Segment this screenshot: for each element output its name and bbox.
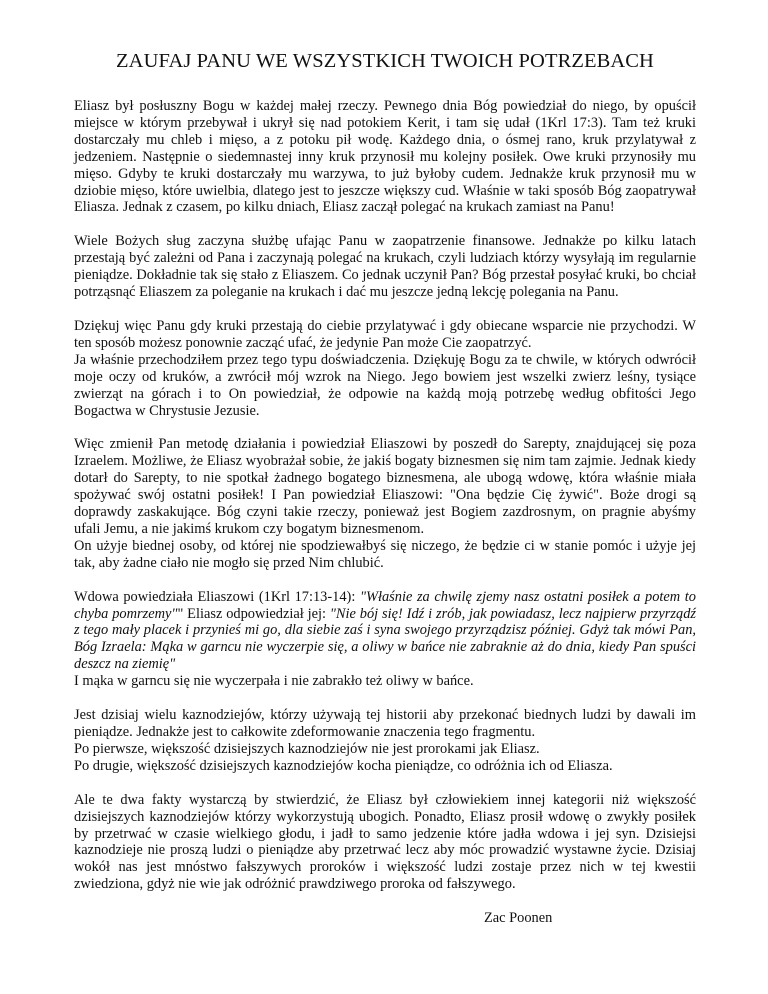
paragraph-5 <box>74 589 696 690</box>
paragraph-1-text: Eliasz był posłuszny Bogu w każdej małej rzeczy. Pewnego dnia Bóg powiedział do niego, by opuścił miejsce w którym przebywał i ukrył się nad potokiem Kerit, i tam się udał (1Krl 17:3). Tam też kruki dostarczały mu chleb i mięso, a z potoku pił wodę. Każdego dnia, o ósmej rano, kruk przylatywał z jedzeniem. Następnie o siedemnastej inny kruk przynosił mu kolejny posiłek. Owe kruki przynosiły mu mięso. Gdyby te kruki dostarczały mu warzywa, to już byłoby cudem. Jednakże kruk przynosił mu w dziobie mięso, które uwielbia, dlatego jest to jeszcze większy cud. Właśnie w taki sposób Bóg zaopatrywał Eliasza. Jednak z czasem, po kilku dniach, Eliasz zaczął polegać na krukach zamiast na Panu! <box>74 98 696 216</box>
paragraph-6-line-1: Jest dzisiaj wielu kaznodziejów, którzy używają tej historii aby przekonać biednych ludzi by dawali im pieniądze. Jednakże jest to całkowite zdeformowanie znaczenia tego fragmentu. <box>74 707 696 740</box>
paragraph-6-line-3: Po drugie, większość dzisiejszych kaznodziejów kocha pieniądze, co odróżnia ich od Eliasza. <box>74 757 613 774</box>
paragraph-6-line-2: Po pierwsze, większość dzisiejszych kaznodziejów nie jest prorokami jak Eliasz. <box>74 740 540 757</box>
paragraph-2 <box>74 233 696 301</box>
elijah-quote: "Nie bój się! Idź i zrób, jak powiadasz, lecz najpierw przyrządź z tego mały placek i przynieś mi go, dla siebie zaś i syna swojego przyrządzisz później. Gdyż tak mówi Pan, Bóg Izraela: Mąka w garncu nie wyczerpie się, a oliwy w bańce nie zabraknie aż do dnia, kiedy Pan spuści deszcz na ziemię" <box>74 605 696 673</box>
elijah-intro: " Eliasz odpowiedział jej: <box>177 605 330 622</box>
paragraph-4 <box>74 436 696 571</box>
paragraph-5-line-1 <box>74 589 696 674</box>
paragraph-1 <box>74 98 696 216</box>
paragraph-3 <box>74 318 696 419</box>
document-title: ZAUFAJ PANU WE WSZYSTKICH TWOICH POTRZEBACH <box>116 50 654 72</box>
paragraph-7 <box>74 792 696 893</box>
paragraph-3-line-2: Ja właśnie przechodziłem przez tego typu doświadczenia. Dziękuję Bogu za te chwile, w których odwrócił moje oczy od kruków, a zwrócił mój wzrok na Niego. Jego bowiem jest wszelki zwierz leśny, tysiące zwierząt na górach i to On powiedział, że odpowie na każdą moją potrzebę według obfitości Jego Bogactwa w Chrystusie Jezusie. <box>74 351 696 419</box>
paragraph-3-line-1: Dziękuj więc Panu gdy kruki przestają do ciebie przylatywać i gdy obiecane wsparcie nie przychodzi. W ten sposób możesz ponownie zacząć ufać, że jedynie Pan może Cie zaopatrzyć. <box>74 317 696 351</box>
widow-intro: Wdowa powiedziała Eliaszowi (1Krl 17:13-14): <box>74 588 360 605</box>
paragraph-5-line-2: I mąka w garncu się nie wyczerpała i nie zabrakło też oliwy w bańce. <box>74 673 474 690</box>
author-signature: Zac Poonen <box>484 910 553 927</box>
paragraph-7-text: Ale te dwa fakty wystarczą by stwierdzić, że Eliasz był człowiekiem innej kategorii niż większość dzisiejszych kaznodziejów którzy wykorzystują ubogich. Ponadto, Eliasz prosił wdowę o zwykły posiłek by przetrwać w czasie wielkiego głodu, i jadł to samo jedzenie które jadła wdowa i jej syn. Dzisiejsi kaznodzieje nie proszą ludzi o pieniądze aby przetrwać lecz aby móc prowadzić wystawne życie. Dzisiaj wokół nas jest mnóstwo fałszywych proroków i większość ludzi zostaje przez nich w tej kwestii zwiedziona, gdyż nie wie jak odróżnić prawdziwego proroka od fałszywego. <box>74 791 696 893</box>
widow-quote: "Właśnie za chwilę zjemy nasz ostatni posiłek a potem to chyba pomrzemy" <box>74 588 696 622</box>
paragraph-2-text: Wiele Bożych sług zaczyna służbę ufając Panu w zaopatrzenie finansowe. Jednakże po kilku latach przestają być zależni od Pana i zaczynają polegać na krukach, czyli ludziach którzy wysyłają im regularnie pieniądze. Dokładnie tak się stało z Eliaszem. Co jednak uczynił Pan? Bóg przestał posyłać kruki, bo chciał potrząsnąć Eliaszem za poleganie na krukach i dać mu jeszcze jedną lekcję polegania na Panu. <box>74 233 696 301</box>
paragraph-4-line-1: Więc zmienił Pan metodę działania i powiedział Eliaszowi by poszedł do Sarepty, znajdującej się poza Izraelem. Możliwe, że Eliasz wyobrażał sobie, że jakiś bogaty biznesmen się nim tam zajmie. Jednak kiedy dotarł do Sarepty, to nie spotkał żadnego bogatego biznesmena, ale ubogą wdowę, która właśnie miała spożywać swój ostatni posiłek! I Pan powiedział Eliaszowi: "Ona będzie Cię żywić". Boże drogi są doprawdy zaskakujące. Bóg czyni takie rzeczy, ponieważ jest Bogiem zazdrosnym, on pragnie abyśmy ufali Jemu, a nie jakimś krukom czy bogatym biznesmenom. <box>74 436 696 537</box>
paragraph-4-line-2: On użyje biednej osoby, od której nie spodziewałbyś się niczego, że będzie ci w stanie pomóc i użyje jej tak, aby żadne ciało nie mogło się przed Nim chlubić. <box>74 537 696 571</box>
paragraph-6 <box>74 707 696 775</box>
